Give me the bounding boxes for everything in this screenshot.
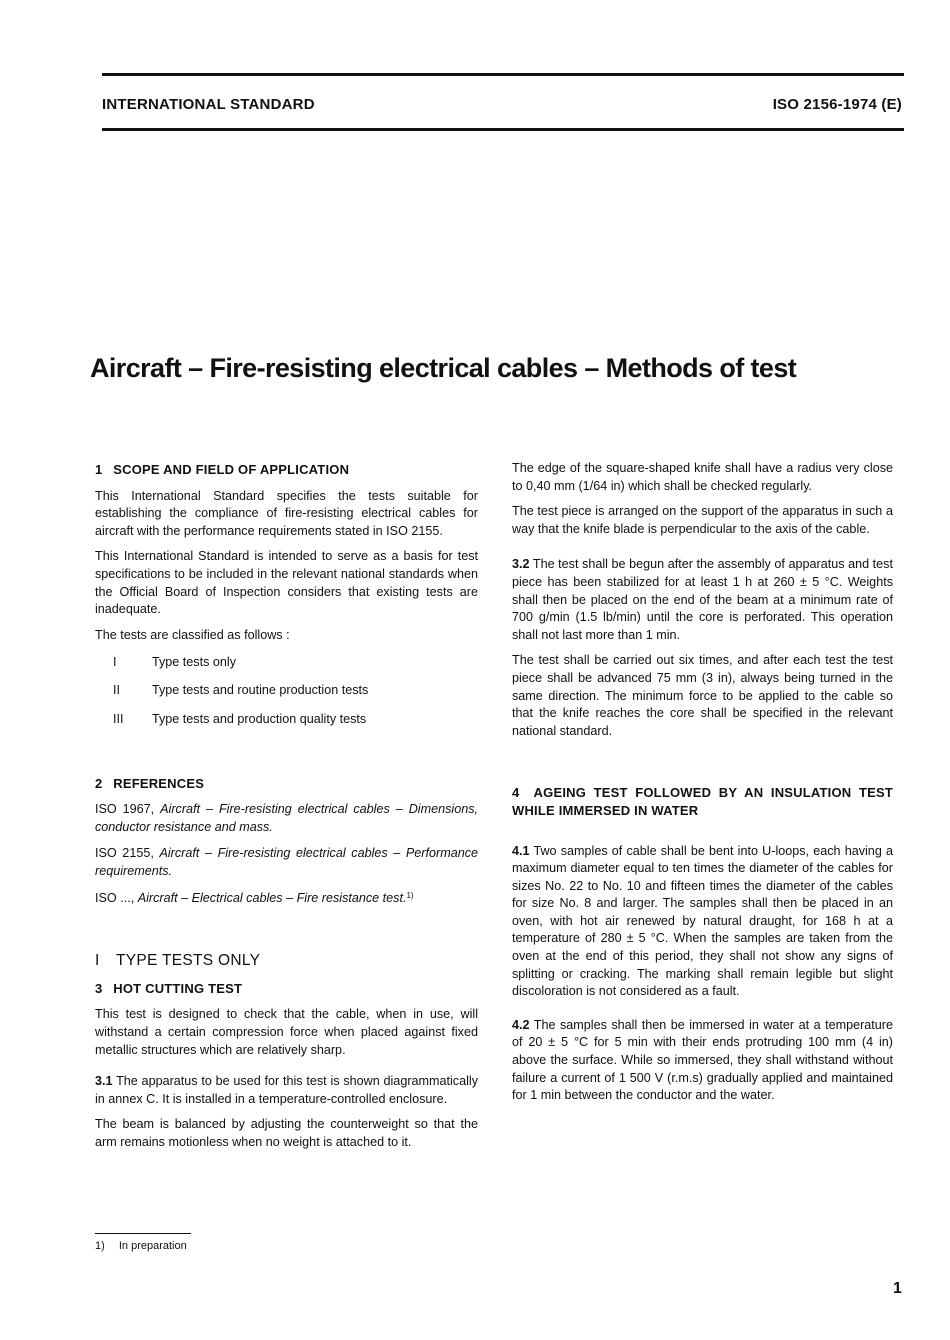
- subsection-4-1: [512, 843, 893, 1001]
- part-1-heading: [95, 952, 478, 970]
- knife-edge-paragraph: The edge of the square-shaped knife shall have a radius very close to 0,40 mm (1/64 in) which shall be checked regularly.: [512, 461, 893, 493]
- subsection-3-1: [95, 1073, 478, 1108]
- test-piece-paragraph: The test piece is arranged on the support of the apparatus in such a way that the knife blade is perpendicular to the axis of the cable.: [512, 504, 893, 536]
- list-item-numeral: II: [113, 683, 120, 698]
- subsection-3-2: [512, 556, 893, 644]
- reference-code: ISO 2155,: [95, 846, 154, 861]
- reference-title: Aircraft – Electrical cables – Fire resistance test.: [137, 890, 407, 905]
- beam-balance-paragraph: The beam is balanced by adjusting the counterweight so that the arm remains motionless when no weight is attached to it.: [95, 1117, 478, 1149]
- reference-item: [95, 845, 478, 880]
- subsection-number: 3.2: [512, 557, 530, 572]
- hot-cutting-intro: This test is designed to check that the cable, when in use, will withstand a certain compression force when placed against fixed metallic structures which are relatively sharp.: [95, 1007, 478, 1057]
- list-item-label: Type tests and routine production tests: [152, 683, 369, 698]
- reference-item: [95, 801, 478, 836]
- footnote-reference: 1): [406, 890, 414, 900]
- section-4-heading: [512, 784, 893, 819]
- footnote: [95, 1240, 187, 1252]
- reference-title: Aircraft – Fire-resisting electrical cables – Dimensions, conductor resistance and mass.: [95, 802, 478, 834]
- subsection-text: The apparatus to be used for this test is shown diagrammatically in annex C. It is installed in a temperature-controlled enclosure.: [95, 1074, 478, 1106]
- reference-code: ISO ...,: [95, 890, 135, 905]
- document-title: Aircraft – Fire-resisting electrical cables – Methods of test: [90, 353, 797, 383]
- subsection-text: The test shall be begun after the assembly of apparatus and test piece has been stabilized for at least 1 h at 260 ± 5 °C. Weights shall then be placed on the end of the beam at a minimum rate of 700 g/min (1.5 lb/min) until the core is perforated. This operation shall not last more than 1 min.: [512, 557, 893, 642]
- subsection-text: Two samples of cable shall be bent into U-loops, each having a maximum diameter equal to ten times the diameter of the cables for sizes No. 22 to No. 10 and fifteen times the diameter of the cables for size No. 8 and larger. The samples shall then be placed in an oven, with hot air renewed by natural draught, for 168 h at a temperature of 280 ± 5 °C. When the samples are taken from the oven at the end of this period, they shall not show any signs of splitting or cracking. The marking shall remain legible but slight discoloration is not considered as a fault.: [512, 843, 893, 999]
- section-1-heading: [95, 461, 478, 479]
- footnote-divider: [95, 1233, 191, 1234]
- header-rule-bottom: [102, 128, 904, 131]
- list-item-label: Type tests and production quality tests: [152, 711, 367, 726]
- section-number: 2: [95, 775, 103, 791]
- section-title: SCOPE AND FIELD OF APPLICATION: [113, 462, 350, 477]
- subsection-number: 4.1: [512, 843, 530, 858]
- subsection-number: 4.2: [512, 1017, 530, 1032]
- left-column: [95, 461, 478, 1160]
- part-title: TYPE TESTS ONLY: [115, 952, 261, 970]
- subsection-text: The samples shall then be immersed in water at a temperature of 20 ± 5 °C for 5 min with their ends protruding 100 mm (4 in) above the surface. While so immersed, they shall withstand without failure a current of 1 500 V (r.m.s) gradually applied and maintained for 1 min between the conductor and the water.: [512, 1017, 893, 1103]
- list-item-numeral: III: [113, 711, 124, 726]
- page-number: 1: [893, 1280, 902, 1297]
- reference-code: ISO 1967,: [95, 802, 155, 817]
- section-number: 3: [95, 980, 103, 996]
- list-item-label: Type tests only: [152, 655, 236, 670]
- section-title: HOT CUTTING TEST: [113, 980, 243, 996]
- footnote-text: In preparation: [118, 1240, 187, 1252]
- scope-paragraph-2: This International Standard is intended to serve as a basis for test specifications to be included in the relevant national standards when the Official Board of Inspection considers that existing tests are inadequate.: [95, 549, 478, 617]
- section-number: 4: [512, 785, 520, 801]
- subsection-number: 3.1: [95, 1074, 113, 1089]
- reference-title: Aircraft – Fire-resisting electrical cables – Performance requirements.: [95, 846, 478, 878]
- part-number: I: [95, 952, 100, 970]
- list-item: [95, 711, 478, 729]
- list-item-numeral: I: [113, 655, 117, 670]
- list-item: [95, 682, 478, 700]
- section-title: AGEING TEST FOLLOWED BY AN INSULATION TEST WHILE IMMERSED IN WATER: [512, 785, 893, 818]
- section-number: 1: [95, 462, 103, 477]
- scope-paragraph-1: This International Standard specifies the tests suitable for establishing the compliance of fire-resisting electrical cables for aircraft with the performance requirements stated in ISO 2155.: [95, 488, 478, 538]
- section-title: REFERENCES: [113, 775, 205, 791]
- list-item: [95, 654, 478, 672]
- classification-list: [95, 654, 478, 728]
- section-3-heading: [95, 980, 478, 998]
- document-type-label: INTERNATIONAL STANDARD: [102, 96, 315, 113]
- footnote-number: 1): [95, 1240, 105, 1252]
- section-2-heading: [95, 775, 478, 793]
- standard-number: ISO 2156-1974 (E): [772, 96, 902, 113]
- test-repetition-paragraph: The test shall be carried out six times, and after each test the test piece shall be advanced 75 mm (3 in), always being turned in the same direction. The minimum force to be applied to the cable so that the knife reaches the core shall be specified in the relevant national standard.: [512, 653, 893, 738]
- header-rule-top: [102, 73, 904, 76]
- classification-intro: The tests are classified as follows :: [95, 627, 290, 642]
- subsection-4-2: [512, 1017, 893, 1105]
- reference-item: [95, 890, 478, 908]
- right-column: [512, 460, 893, 1113]
